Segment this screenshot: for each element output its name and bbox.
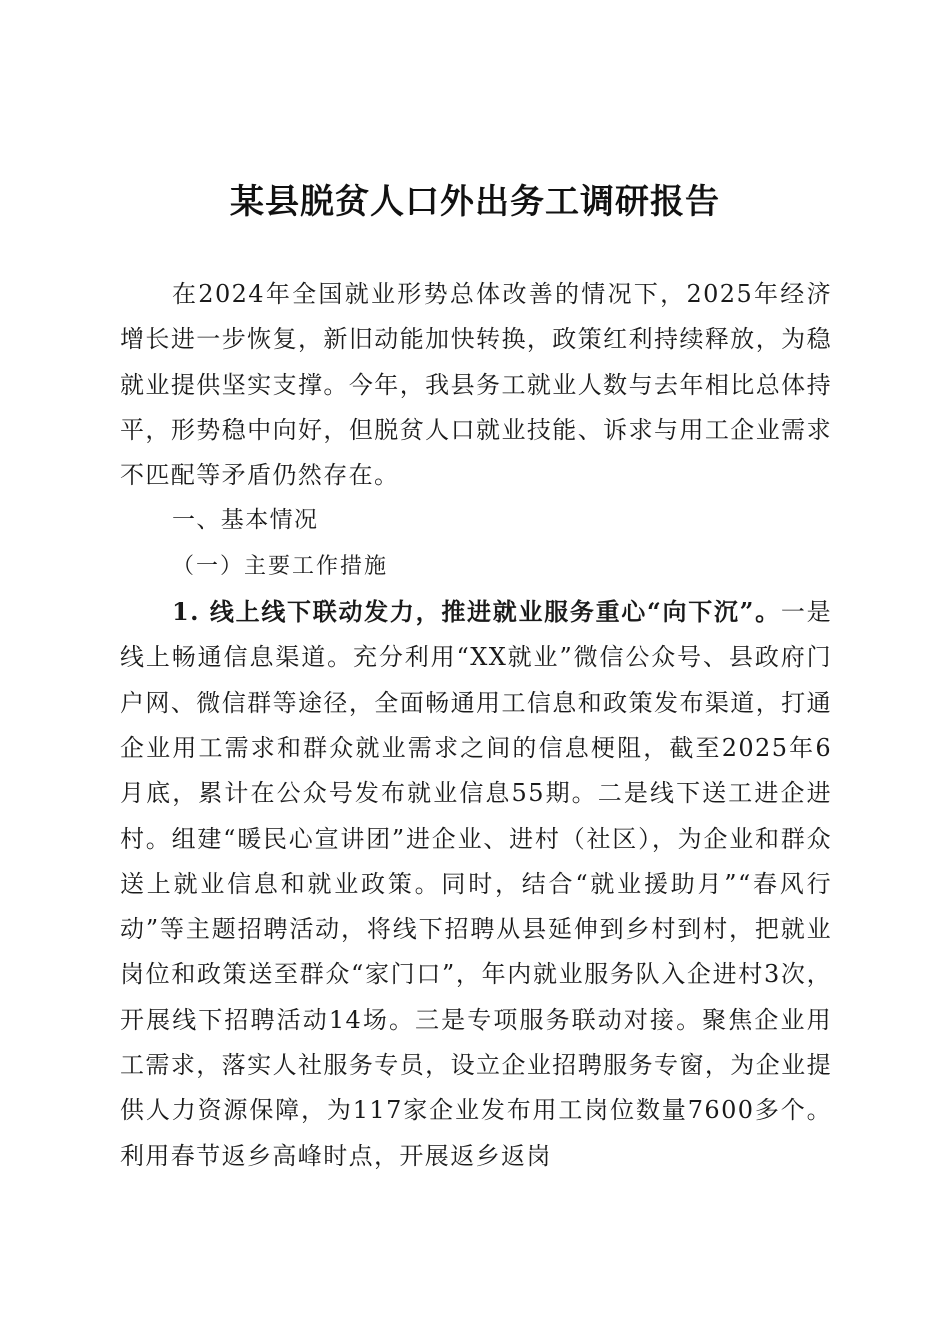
item-1-paragraph	[120, 589, 832, 1179]
subsection-heading-main-measures: （一）主要工作措施	[172, 553, 389, 579]
section-heading-basic-situation: 一、基本情况	[172, 507, 319, 534]
document-title: 某县脱贫人口外出务工调研报告	[230, 182, 720, 222]
item-1-lead: 1. 线上线下联动发力，推进就业服务重心“向下沉”。	[172, 597, 781, 627]
item-1-text: 一是线上畅通信息渠道。充分利用“XX就业”微信公众号、县政府门户网、微信群等途径，全面畅通用工信息和政策发布渠道，打通企业用工需求和群众就业需求之间的信息梗阻，截至2025年6月底，累计在公众号发布就业信息55期。二是线下送工进企进村。组建“暖民心宣讲团”进企业、进村（社区），为企业和群众送上就业信息和就业政策。同时，结合“就业援助月”“春风行动”等主题招聘活动，将线下招聘从县延伸到乡村到村，把就业岗位和政策送至群众“家门口”，年内就业服务队入企进村3次，开展线下招聘活动14场。三是专项服务联动对接。聚焦企业用工需求，落实人社服务专员，设立企业招聘服务专窗，为企业提供人力资源保障，为117家企业发布用工岗位数量7600多个。利用春节返乡高峰时点，开展返乡返岗	[120, 598, 832, 1170]
intro-paragraph: 在2024年全国就业形势总体改善的情况下，2025年经济增长进一步恢复，新旧动能加快转换，政策红利持续释放，为稳就业提供坚实支撑。今年，我县务工就业人数与去年相比总体持平，形势稳中向好，但脱贫人口就业技能、诉求与用工企业需求不匹配等矛盾仍然存在。	[120, 280, 832, 490]
document-body	[120, 272, 832, 1179]
